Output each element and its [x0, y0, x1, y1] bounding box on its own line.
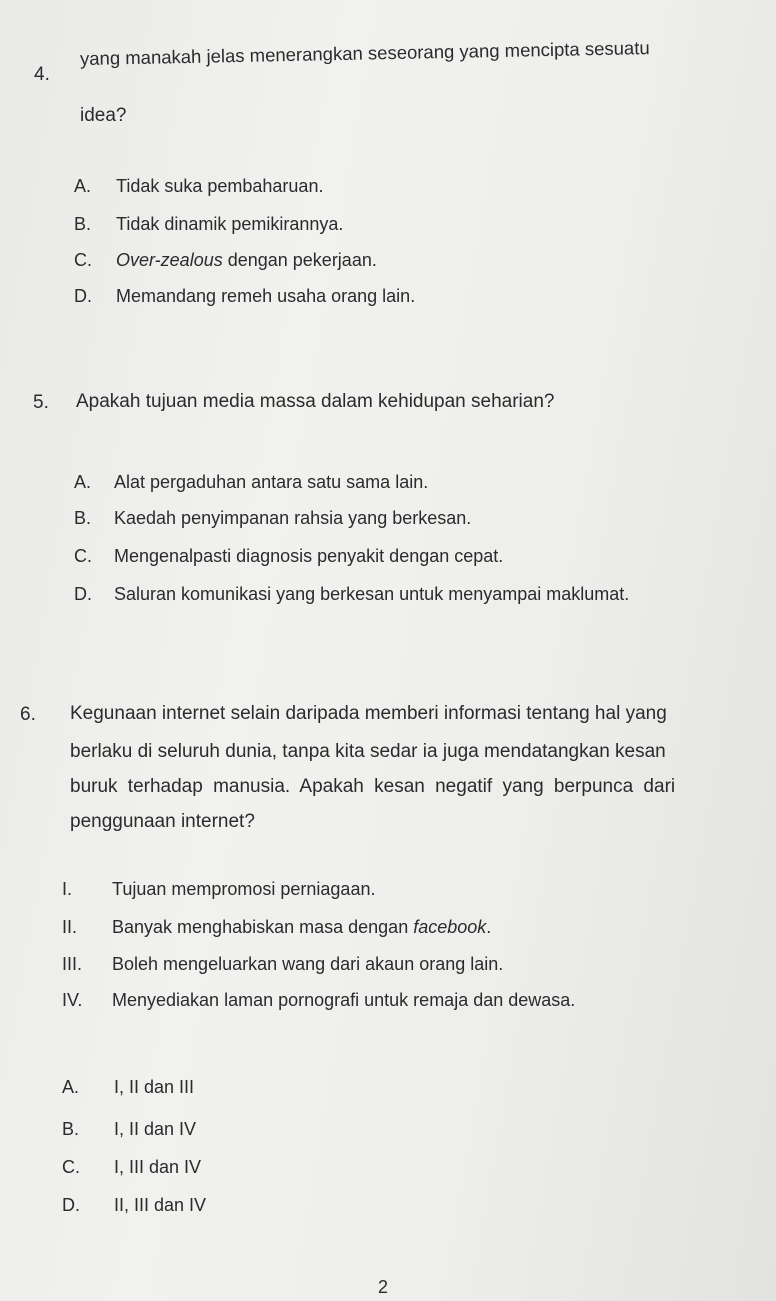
option-text: Mengenalpasti diagnosis penyakit dengan cepat.	[114, 546, 504, 566]
option-a[interactable]	[62, 1077, 194, 1098]
question-text-continued: idea?	[80, 105, 127, 126]
option-text: dengan pekerjaan.	[222, 250, 377, 270]
statement-ii	[62, 917, 491, 938]
question-text: Apakah tujuan media massa dalam kehidupan seharian?	[76, 391, 555, 412]
option-b[interactable]	[74, 214, 343, 235]
question-text: yang manakah jelas menerangkan seseorang yang mencipta sesuatu	[79, 37, 650, 69]
statement-i	[62, 879, 375, 900]
option-letter: B.	[62, 1119, 80, 1139]
option-text: Saluran komunikasi yang berkesan untuk menyampai maklumat.	[114, 584, 630, 604]
statement-text: Menyediakan laman pornografi untuk remaja dan dewasa.	[112, 990, 576, 1010]
question-number: 5.	[33, 392, 49, 413]
option-d[interactable]	[62, 1195, 206, 1216]
option-text: I, II dan IV	[114, 1119, 197, 1139]
statement-numeral: IV.	[62, 990, 83, 1010]
statement-text: Banyak menghabiskan masa dengan	[112, 917, 414, 937]
option-text: II, III dan IV	[114, 1195, 207, 1215]
option-c[interactable]	[74, 250, 377, 271]
option-letter: B.	[74, 508, 92, 528]
option-text: I, II dan III	[114, 1077, 195, 1097]
option-d[interactable]	[74, 286, 415, 307]
statement-numeral: III.	[62, 954, 83, 974]
option-letter: D.	[74, 584, 92, 604]
option-letter: D.	[62, 1195, 80, 1215]
option-a[interactable]	[74, 176, 323, 197]
option-letter: A.	[62, 1077, 80, 1097]
option-text-italic: Over-zealous	[116, 250, 223, 270]
option-text: Alat pergaduhan antara satu sama lain.	[114, 472, 429, 492]
statement-iii	[62, 954, 503, 975]
question-text-line-4: penggunaan internet?	[70, 811, 255, 832]
option-b[interactable]	[62, 1119, 196, 1140]
statement-numeral: I.	[62, 879, 73, 899]
question-number: 6.	[20, 704, 36, 725]
statement-numeral: II.	[62, 917, 78, 937]
option-d[interactable]	[74, 584, 629, 605]
option-text: Memandang remeh usaha orang lain.	[116, 286, 416, 306]
statement-iv	[62, 990, 575, 1011]
option-a[interactable]	[74, 472, 428, 493]
option-letter: D.	[74, 286, 92, 306]
option-letter: C.	[74, 546, 92, 566]
option-c[interactable]	[74, 546, 503, 567]
option-text: I, III dan IV	[114, 1157, 202, 1177]
option-letter: A.	[74, 472, 92, 492]
option-text: Tidak dinamik pemikirannya.	[116, 214, 344, 234]
option-letter: B.	[74, 214, 92, 234]
option-c[interactable]	[62, 1157, 201, 1178]
statement-text: Boleh mengeluarkan wang dari akaun orang lain.	[112, 954, 504, 974]
page-number: 2	[378, 1277, 389, 1297]
question-text-line-1: Kegunaan internet selain daripada memberi informasi tentang hal yang	[70, 703, 667, 724]
option-letter: A.	[74, 176, 92, 196]
statement-text: Tujuan mempromosi perniagaan.	[112, 879, 376, 899]
option-text: Tidak suka pembaharuan.	[116, 176, 324, 196]
option-b[interactable]	[74, 508, 471, 529]
option-letter: C.	[74, 250, 92, 270]
question-number: 4.	[34, 64, 50, 85]
statement-text-italic: facebook	[413, 917, 487, 937]
option-text: Kaedah penyimpanan rahsia yang berkesan.	[114, 508, 472, 528]
question-text-line-3: buruk terhadap manusia. Apakah kesan negatif yang berpunca dari	[70, 776, 676, 797]
option-letter: C.	[62, 1157, 80, 1177]
statement-text-end: .	[486, 917, 492, 937]
question-text-line-2: berlaku di seluruh dunia, tanpa kita sedar ia juga mendatangkan kesan	[70, 741, 666, 762]
